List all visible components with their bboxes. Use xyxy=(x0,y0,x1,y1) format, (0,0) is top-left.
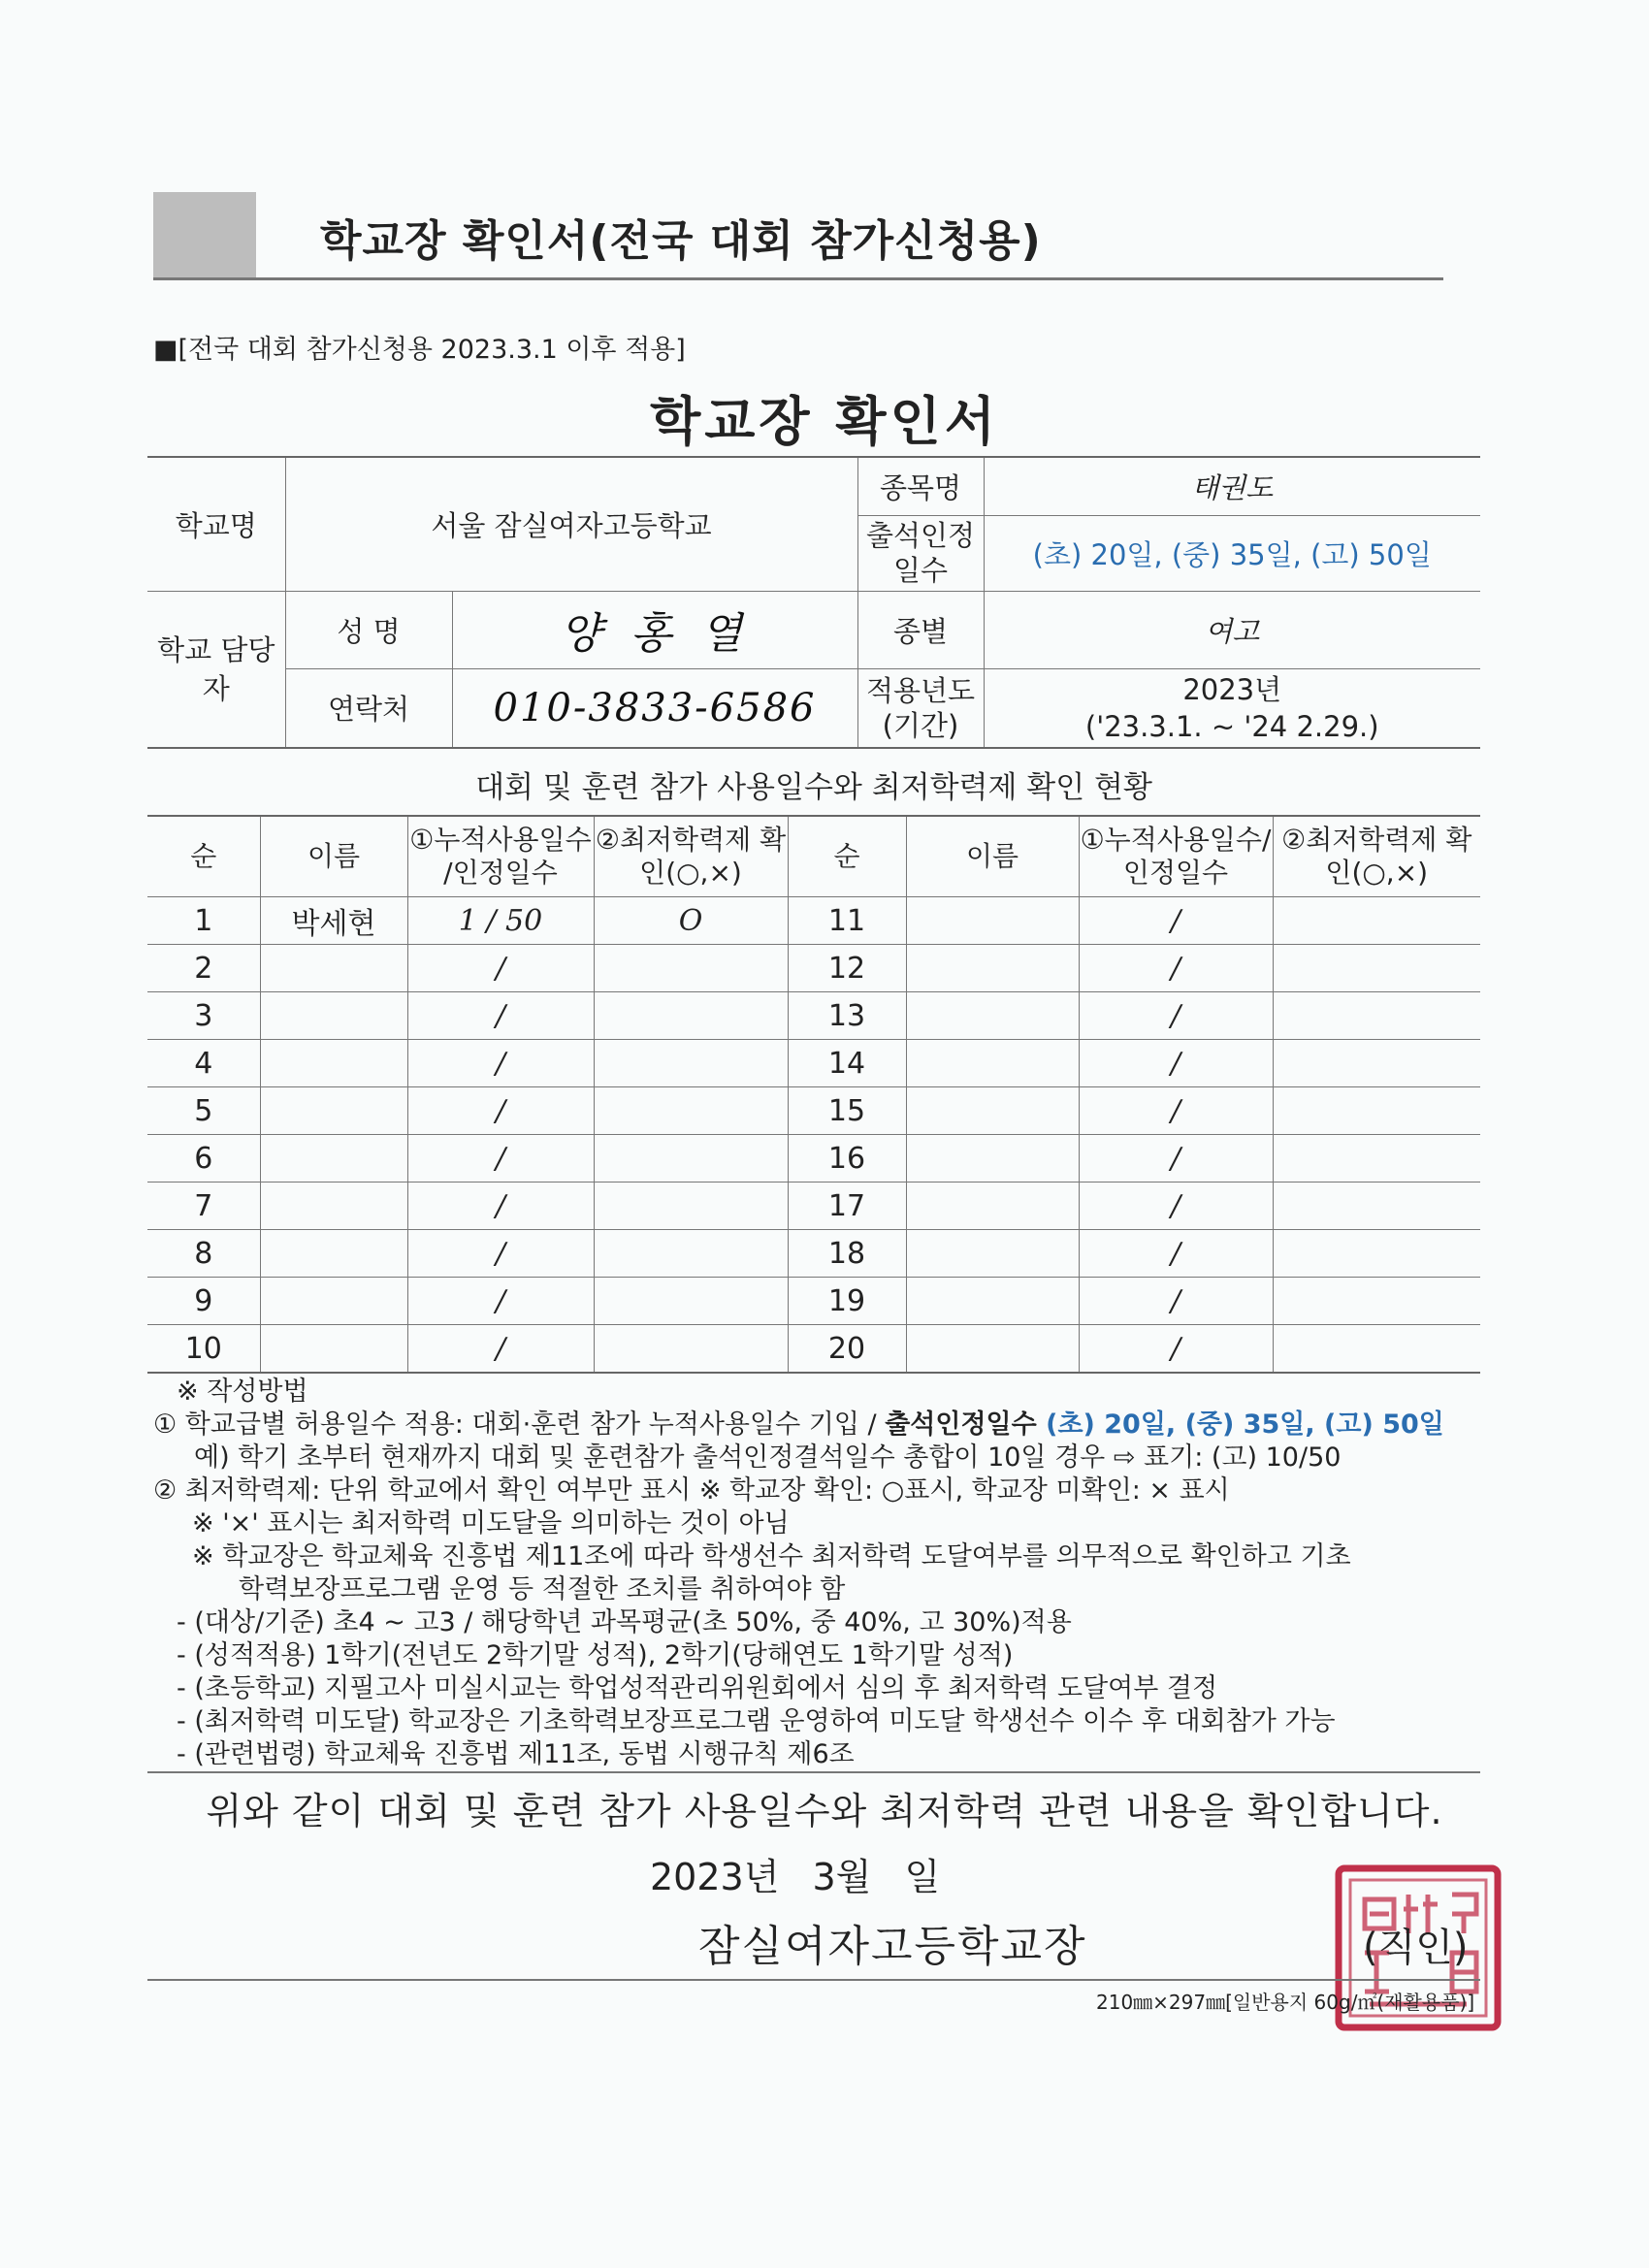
col-grade-right: ②최저학력제 확인(○,×) xyxy=(1273,816,1480,897)
row-name-left xyxy=(260,945,407,992)
row-grade-left xyxy=(594,1183,788,1230)
row-grade-left xyxy=(594,1135,788,1183)
row-no-right: 13 xyxy=(788,992,906,1040)
row-name-right xyxy=(906,897,1079,945)
instructions-rule xyxy=(147,1771,1480,1773)
roster-row xyxy=(147,1183,1480,1230)
row-grade-right xyxy=(1273,1040,1480,1087)
roster-row xyxy=(147,1278,1480,1325)
row-name-right xyxy=(906,1230,1079,1278)
row-name-right xyxy=(906,1325,1079,1374)
roster-row xyxy=(147,1040,1480,1087)
row-name-right xyxy=(906,1087,1079,1135)
roster-row xyxy=(147,992,1480,1040)
roster-row xyxy=(147,1230,1480,1278)
issue-date: 2023년 3월 일 xyxy=(650,1856,941,1898)
row-no-left: 2 xyxy=(147,945,260,992)
row-name-left xyxy=(260,992,407,1040)
row-name-left xyxy=(260,1183,407,1230)
row-days-right: / xyxy=(1079,945,1273,992)
col-grade-left: ②최저학력제 확인(○,×) xyxy=(594,816,788,897)
row-grade-right xyxy=(1273,992,1480,1040)
row-no-left: 4 xyxy=(147,1040,260,1087)
row-name-left: 박세현 xyxy=(260,897,407,945)
school-info-table xyxy=(147,456,1480,749)
roster-row xyxy=(147,1135,1480,1183)
col-no-right: 순 xyxy=(788,816,906,897)
row-name-right xyxy=(906,1040,1079,1087)
row-no-right: 11 xyxy=(788,897,906,945)
row-grade-left: O xyxy=(594,897,788,945)
row-name-right xyxy=(906,1135,1079,1183)
roster-row xyxy=(147,945,1480,992)
row-days-left: / xyxy=(407,1325,594,1374)
row-name-right xyxy=(906,1278,1079,1325)
row-no-right: 18 xyxy=(788,1230,906,1278)
instruction-item-2: ② 최저학력제: 단위 학교에서 확인 여부만 표시 ※ 학교장 확인: ○표시, 학교장 미확인: × 표시 xyxy=(153,1475,1230,1506)
row-grade-right xyxy=(1273,1087,1480,1135)
row-days-left: 1 / 50 xyxy=(407,897,594,945)
instruction-bullet-1: - (대상/기준) 초4 ~ 고3 / 해당학년 과목평균(초 50%, 중 40%, 고 30%)적용 xyxy=(177,1607,1072,1637)
row-name-left xyxy=(260,1325,407,1374)
row-days-right: / xyxy=(1079,897,1273,945)
row-grade-right xyxy=(1273,945,1480,992)
principal-title: 잠실여자고등학교장 xyxy=(698,1922,1087,1971)
col-days-right: ①누적사용일수/ 인정일수 xyxy=(1079,816,1273,897)
year-value: 2023년 xyxy=(1182,672,1282,706)
instruction-item-1 xyxy=(153,1409,1492,1442)
row-grade-left xyxy=(594,1087,788,1135)
row-days-right: / xyxy=(1079,1325,1273,1374)
header-title: 학교장 확인서(전국 대회 참가신청용) xyxy=(320,216,1042,266)
contact-name-value: 양 홍 열 xyxy=(452,591,857,668)
row-days-left: / xyxy=(407,992,594,1040)
row-days-right: / xyxy=(1079,1230,1273,1278)
instructions xyxy=(153,1376,1492,1771)
instruction-bullet-5: - (관련법령) 학교체육 진흥법 제11조, 동법 시행규칙 제6조 xyxy=(177,1739,855,1769)
header-band xyxy=(153,192,256,277)
row-grade-right xyxy=(1273,1183,1480,1230)
row-grade-left xyxy=(594,1278,788,1325)
row-name-left xyxy=(260,1040,407,1087)
document-title: 학교장 확인서 xyxy=(650,391,999,452)
roster-body xyxy=(147,897,1480,1374)
applicability-notice: ■[전국 대회 참가신청용 2023.3.1 이후 적용] xyxy=(153,335,686,365)
row-grade-right xyxy=(1273,897,1480,945)
instruction-note-2a: ※ 학교장은 학교체육 진흥법 제11조에 따라 학생선수 최저학력 도달여부를 의무적으로 확인하고 기초 xyxy=(192,1541,1351,1571)
row-grade-right xyxy=(1273,1278,1480,1325)
instruction-item-1-bold: 출석인정일수 xyxy=(885,1409,1037,1440)
instruction-note-1: ※ '×' 표시는 최저학력 미도달을 의미하는 것이 아님 xyxy=(192,1508,790,1539)
row-grade-right xyxy=(1273,1135,1480,1183)
row-no-right: 17 xyxy=(788,1183,906,1230)
row-no-left: 7 xyxy=(147,1183,260,1230)
row-days-right: / xyxy=(1079,1183,1273,1230)
school-name-label: 학교명 xyxy=(147,457,285,591)
section-heading: 대회 및 훈련 참가 사용일수와 최저학력제 확인 현황 xyxy=(475,770,1152,805)
row-name-left xyxy=(260,1278,407,1325)
row-no-right: 16 xyxy=(788,1135,906,1183)
row-name-right xyxy=(906,1183,1079,1230)
row-name-right xyxy=(906,945,1079,992)
row-no-right: 14 xyxy=(788,1040,906,1087)
roster-table xyxy=(147,815,1480,1374)
row-no-right: 19 xyxy=(788,1278,906,1325)
row-days-right: / xyxy=(1079,992,1273,1040)
row-grade-right xyxy=(1273,1325,1480,1374)
gender-value: 여고 xyxy=(984,591,1480,668)
row-name-left xyxy=(260,1135,407,1183)
contact-name-label: 성 명 xyxy=(285,591,452,668)
row-no-left: 1 xyxy=(147,897,260,945)
instruction-item-1-text: ① 학교급별 허용일수 적용: 대회·훈련 참가 누적사용일수 기입 / xyxy=(153,1409,886,1440)
row-no-right: 12 xyxy=(788,945,906,992)
attendance-days-value: (초) 20일, (중) 35일, (고) 50일 xyxy=(984,515,1480,591)
instruction-bullet-4: - (최저학력 미도달) 학교장은 기초학력보장프로그램 운영하여 미도달 학생선수 이수 후 대회참가 가능 xyxy=(177,1706,1336,1736)
row-days-left: / xyxy=(407,1230,594,1278)
confirmation-statement: 위와 같이 대회 및 훈련 참가 사용일수와 최저학력 관련 내용을 확인합니다. xyxy=(206,1790,1443,1832)
instruction-bullet-3: - (초등학교) 지필고사 미실시교는 학업성적관리위원회에서 심의 후 최저학력 도달여부 결정 xyxy=(177,1673,1218,1703)
seal-label: (직인) xyxy=(1363,1926,1469,1970)
row-days-left: / xyxy=(407,1278,594,1325)
row-no-left: 5 xyxy=(147,1087,260,1135)
contact-phone-label: 연락처 xyxy=(285,668,452,748)
row-no-right: 15 xyxy=(788,1087,906,1135)
roster-header-row xyxy=(147,816,1480,897)
instruction-item-1-example: 예) 학기 초부터 현재까지 대회 및 훈련참가 출석인정결석일수 총합이 10일 경우 ⇨ 표기: (고) 10/50 xyxy=(194,1442,1342,1473)
row-grade-left xyxy=(594,945,788,992)
row-days-right: / xyxy=(1079,1278,1273,1325)
school-name-value: 서울 잠실여자고등학교 xyxy=(285,457,857,591)
row-name-right xyxy=(906,992,1079,1040)
period-value: ('23.3.1. ~ '24 2.29.) xyxy=(1084,709,1379,743)
col-name-right: 이름 xyxy=(906,816,1079,897)
row-no-left: 10 xyxy=(147,1325,260,1374)
paper-spec: 210㎜×297㎜[일반용지 60g/㎡(재활용품)] xyxy=(1096,1991,1475,2014)
row-days-right: / xyxy=(1079,1087,1273,1135)
event-label: 종목명 xyxy=(857,457,984,515)
roster-row xyxy=(147,1087,1480,1135)
row-no-left: 3 xyxy=(147,992,260,1040)
roster-row xyxy=(147,1325,1480,1374)
contact-person-label: 학교 담당자 xyxy=(147,591,285,748)
col-days-left: ①누적사용일수 /인정일수 xyxy=(407,816,594,897)
gender-label: 종별 xyxy=(857,591,984,668)
year-label: 적용년도 (기간) xyxy=(857,668,984,748)
row-days-left: / xyxy=(407,1183,594,1230)
row-grade-left xyxy=(594,1325,788,1374)
year-cell xyxy=(984,668,1480,748)
attendance-days-label: 출석인정 일수 xyxy=(857,515,984,591)
roster-row xyxy=(147,897,1480,945)
event-value: 태권도 xyxy=(984,457,1480,515)
row-name-left xyxy=(260,1087,407,1135)
row-name-left xyxy=(260,1230,407,1278)
instructions-heading: ※ 작성방법 xyxy=(177,1377,308,1407)
col-name-left: 이름 xyxy=(260,816,407,897)
instruction-note-2b: 학력보장프로그램 운영 등 적절한 조치를 취하여야 함 xyxy=(239,1574,846,1604)
contact-phone-value: 010-3833-6586 xyxy=(452,668,857,748)
row-grade-left xyxy=(594,1040,788,1087)
col-no-left: 순 xyxy=(147,816,260,897)
row-days-right: / xyxy=(1079,1135,1273,1183)
row-no-left: 8 xyxy=(147,1230,260,1278)
row-no-right: 20 xyxy=(788,1325,906,1374)
row-no-left: 9 xyxy=(147,1278,260,1325)
row-days-left: / xyxy=(407,945,594,992)
row-grade-left xyxy=(594,992,788,1040)
row-grade-right xyxy=(1273,1230,1480,1278)
instruction-item-1-blue: (초) 20일, (중) 35일, (고) 50일 xyxy=(1036,1409,1444,1440)
header-rule xyxy=(153,277,1443,280)
row-grade-left xyxy=(594,1230,788,1278)
row-days-left: / xyxy=(407,1135,594,1183)
row-days-left: / xyxy=(407,1087,594,1135)
row-days-left: / xyxy=(407,1040,594,1087)
bottom-rule xyxy=(147,1979,1480,1981)
row-days-right: / xyxy=(1079,1040,1273,1087)
instruction-bullet-2: - (성적적용) 1학기(전년도 2학기말 성적), 2학기(당해연도 1학기말 성적) xyxy=(177,1640,1014,1670)
row-no-left: 6 xyxy=(147,1135,260,1183)
